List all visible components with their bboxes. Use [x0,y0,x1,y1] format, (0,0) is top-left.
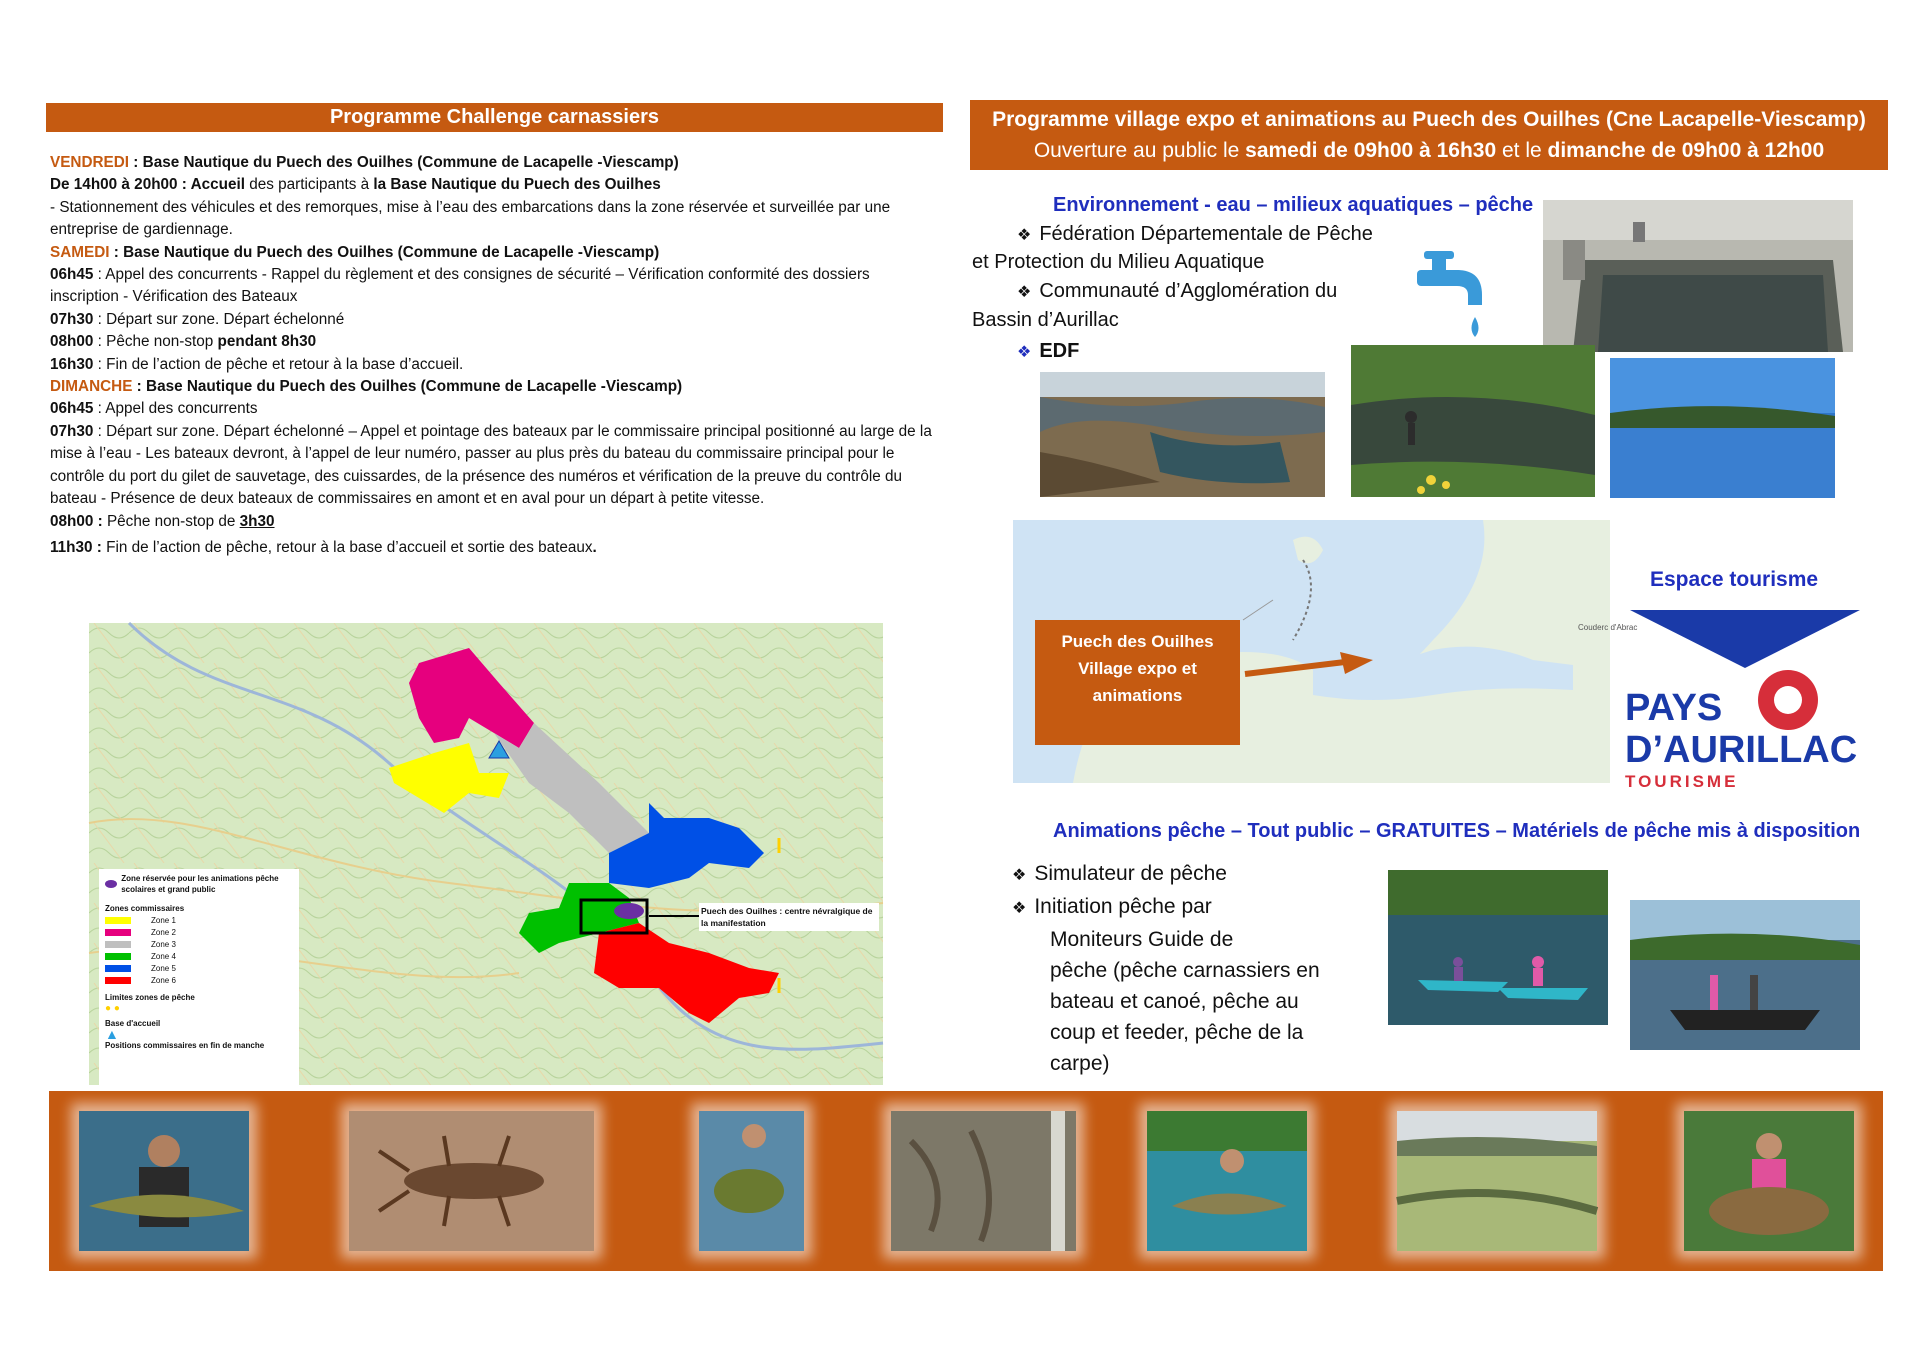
legend-base: Base d'accueil [105,1019,161,1028]
pike-catch-photo [79,1111,249,1251]
water-tap-icon [1412,245,1487,350]
diamond-bullet-icon: ❖ [1012,867,1027,884]
vendredi-note: - Stationnement des véhicules et des remorques, mise à l’eau des embarcations dans la zone réservée et surveillée par une entreprise de gardiennage. [50,198,891,239]
logo-aurillac: D’AURILLAC [1625,729,1858,771]
limit-dots-icon: ● ● [105,1003,120,1014]
legend-zone: Zone 6 [105,974,293,986]
challenge-title-band [46,103,943,132]
down-triangle-icon [1630,610,1860,670]
zander-catch-photo [1147,1111,1307,1251]
legend-positions: Positions commissaires en fin de manche [105,1041,265,1050]
vendredi-time: De 14h00 à 20h00 : Accueil des participants à la Base Nautique du Puech des Ouilhes [50,176,661,194]
challenge-title: Programme Challenge carnassiers [329,106,660,128]
dam-aerial-photo [1040,372,1325,497]
zone-swatch [105,965,131,972]
zone-swatch [105,953,131,960]
legend-zone: Zone 5 [105,962,293,974]
diamond-bullet-icon: ❖ [1012,900,1027,917]
village-arrow-icon [1245,652,1375,682]
vendredi-heading: VENDREDI : Base Nautique du Puech des Ouilhes (Commune de Lacapelle -Viescamp) [50,154,679,171]
tourism-title: Espace tourisme [1650,568,1819,591]
riverbed-photo [891,1111,1076,1251]
zone-swatch [105,929,131,936]
opening-hours: Ouverture au public le samedi de 09h00 à 16h30 et le dimanche de 09h00 à 12h00 [1033,139,1825,162]
samedi-heading: SAMEDI : Base Nautique du Puech des Ouilhes (Commune de Lacapelle -Viescamp) [50,243,660,261]
dimanche-line: 08h00 : Pêche non-stop de 3h30 [50,512,275,530]
environment-heading: Environnement - eau – milieux aquatiques – pêche [1053,194,1534,216]
legend-zone: Zone 2 [105,926,293,938]
carp-catch-photo [1684,1111,1854,1251]
map-legend [99,869,299,1085]
village-title-band [970,100,1888,170]
challenge-schedule [50,152,940,559]
diamond-bullet-icon: ❖ [1017,284,1032,301]
partner-edf: ❖ EDF [1017,340,1080,362]
diamond-bullet-icon: ❖ [1017,227,1032,244]
logo-pays: PAYS [1625,687,1723,729]
partner-caba-line2: Bassin d’Aurillac [972,309,1119,331]
legend-zone: Zone 3 [105,938,293,950]
zone-swatch [105,917,131,924]
angler-river-photo [1351,345,1595,497]
partner-federation-line2: et Protection du Milieu Aquatique [972,251,1265,273]
animation-item-line: coup et feeder, pêche de la [1050,1021,1304,1044]
animation-item: ❖ Initiation pêche par [1012,895,1212,918]
legend-zone: Zone 4 [105,950,293,962]
kayak-fishing-photo [1388,870,1608,1025]
dimanche-line: 07h30 : Départ sur zone. Départ échelonné – Appel et pointage des bateaux par le commissaire principal positionné au large de la mise à l’eau - Les bateaux devront, à l’appel de leur numéro, passer au plus près du bateau du commissaire principal pour le contrôle du port du gilet de sauvetage, des cuissardes, de la présence des numéros et vérification de la preuve du contrôle du bateau - Présence de deux bateaux de commissaires en amont et en aval pour un départ à petite vitesse. [50,422,932,508]
dimanche-line: 11h30 : Fin de l’action de pêche, retour à la base d’accueil et sortie des bateaux. [50,538,597,556]
animation-item-line: carpe) [1050,1052,1110,1075]
base-triangle-icon: ▲ [105,1026,119,1042]
diamond-bullet-icon: ❖ [1017,344,1032,361]
legend-limits: Limites zones de pêche [105,993,195,1002]
animation-item-line: Moniteurs Guide de [1050,928,1234,951]
animation-item-line: bateau et canoé, pêche au [1050,990,1299,1013]
fishing-zones-map [89,623,883,1085]
animations-list [1012,858,1320,1079]
perch-catch-photo [699,1111,804,1251]
bottom-photo-strip [49,1091,1883,1271]
zone-swatch [105,977,131,984]
partner-federation: ❖ Fédération Départementale de Pêche [1017,223,1373,245]
pays-aurillac-logo [1620,670,1890,800]
reserved-zone-swatch [105,880,117,888]
wetland-landscape-photo [1397,1111,1597,1251]
village-callout-box: Puech des Ouilhes Village expo et animations [1035,620,1240,745]
samedi-line: 07h30 : Départ sur zone. Départ échelonné [50,310,345,328]
water-basin-photo [1543,200,1853,352]
boat-fishing-photo [1630,900,1860,1050]
dimanche-line: 06h45 : Appel des concurrents [50,400,258,418]
animations-heading: Animations pêche – Tout public – GRATUITES – Matériels de pêche mis à disposition [1053,820,1861,842]
logo-tourisme: TOURISME [1625,772,1739,791]
map-place-label: Couderc d'Abrac [1578,623,1638,632]
map-callout: Puech des Ouilhes : centre névralgique de la manifestation [699,903,879,931]
samedi-line: 16h30 : Fin de l’action de pêche et retour à la base d’accueil. [50,355,464,373]
dimanche-heading: DIMANCHE : Base Nautique du Puech des Ouilhes (Commune de Lacapelle -Viescamp) [50,378,683,396]
partner-caba: ❖ Communauté d’Agglomération du [1017,280,1338,302]
village-title: Programme village expo et animations au Puech des Ouilhes (Cne Lacapelle-Viescamp) [992,108,1866,131]
zone-swatch [105,941,131,948]
insect-larva-photo [349,1111,594,1251]
animation-item-line: pêche (pêche carnassiers en [1050,959,1320,982]
samedi-line: 08h00 : Pêche non-stop pendant 8h30 [50,333,317,351]
legend-reserved-zone: Zone réservée pour les animations pêche scolaires et grand public [105,873,293,895]
animation-item: ❖ Simulateur de pêche [1012,862,1227,885]
legend-zone: Zone 1 [105,914,293,926]
zones-title: Zones commissaires [105,904,185,913]
samedi-line: 06h45 : Appel des concurrents - Rappel du règlement et des consignes de sécurité – Vérification conformité des dossiers inscription - Vérification des Bateaux [50,266,870,306]
lake-landscape-photo [1610,358,1835,498]
